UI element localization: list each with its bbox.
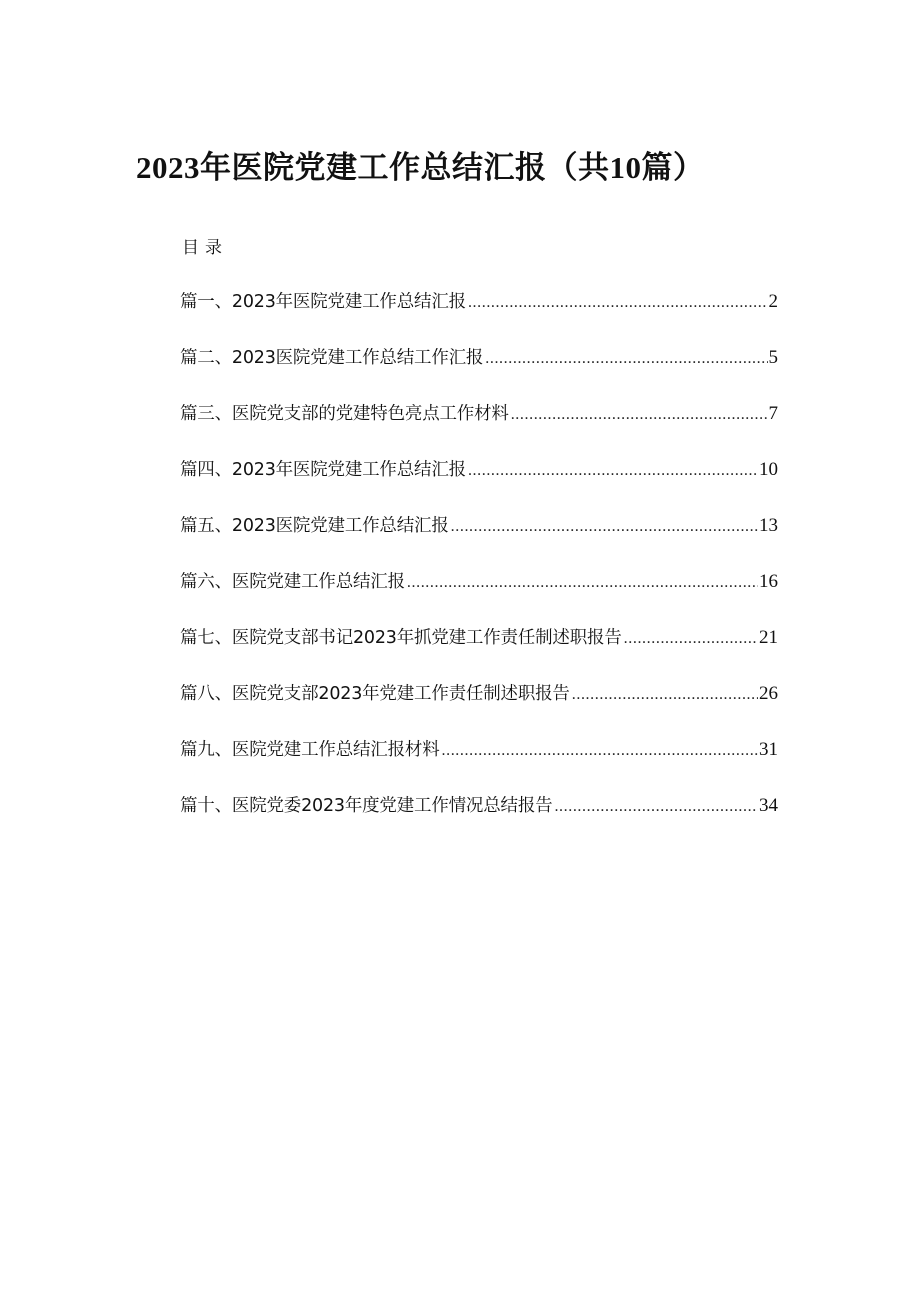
toc-entry-page: 16 (759, 571, 778, 592)
toc-entry[interactable] (180, 789, 778, 845)
toc-dot-leader (511, 398, 768, 432)
toc-entry-label: 篇七、医院党支部书记2023年抓党建工作责任制述职报告 (180, 628, 622, 648)
toc-entry-page: 13 (759, 515, 778, 536)
toc-entry-page: 5 (768, 347, 778, 368)
toc-entry-page: 21 (759, 627, 778, 648)
toc-dot-leader (407, 566, 758, 600)
toc-dot-leader (554, 790, 758, 824)
toc-entry[interactable] (180, 621, 778, 677)
toc-dot-leader (468, 454, 758, 488)
toc-entry-label: 篇八、医院党支部2023年党建工作责任制述职报告 (180, 684, 570, 704)
toc-dot-leader (485, 342, 767, 376)
toc-entry-label: 篇九、医院党建工作总结汇报材料 (180, 740, 440, 760)
toc-dot-leader (572, 678, 758, 712)
toc-entry[interactable] (180, 733, 778, 789)
document-title: 2023年医院党建工作总结汇报（共10篇） (136, 150, 705, 185)
toc-entry[interactable] (180, 509, 778, 565)
toc-entry-label: 篇二、2023医院党建工作总结工作汇报 (180, 348, 484, 368)
toc-entry-page: 2 (768, 291, 778, 312)
toc-entry-page: 34 (759, 795, 778, 816)
toc-entry-label: 篇四、2023年医院党建工作总结汇报 (180, 460, 466, 480)
toc-dot-leader (442, 734, 759, 768)
toc-entry[interactable] (180, 453, 778, 509)
toc-entry[interactable] (180, 285, 778, 341)
toc-entry-page: 7 (768, 403, 778, 424)
toc-entry[interactable] (180, 565, 778, 621)
toc-dot-leader (624, 622, 758, 656)
toc-heading: 目录 (182, 238, 228, 258)
toc-entry-page: 31 (759, 739, 778, 760)
toc-entry-label: 篇六、医院党建工作总结汇报 (180, 572, 405, 592)
toc-entry-page: 26 (759, 683, 778, 704)
toc-entry-label: 篇十、医院党委2023年度党建工作情况总结报告 (180, 796, 553, 816)
toc-entry-label: 篇五、2023医院党建工作总结汇报 (180, 516, 449, 536)
table-of-contents (180, 285, 778, 845)
toc-entry[interactable] (180, 397, 778, 453)
toc-dot-leader (451, 510, 758, 544)
toc-entry-page: 10 (759, 459, 778, 480)
toc-entry[interactable] (180, 677, 778, 733)
toc-entry-label: 篇一、2023年医院党建工作总结汇报 (180, 292, 466, 312)
toc-dot-leader (468, 286, 768, 320)
toc-entry-label: 篇三、医院党支部的党建特色亮点工作材料 (180, 404, 509, 424)
toc-entry[interactable] (180, 341, 778, 397)
